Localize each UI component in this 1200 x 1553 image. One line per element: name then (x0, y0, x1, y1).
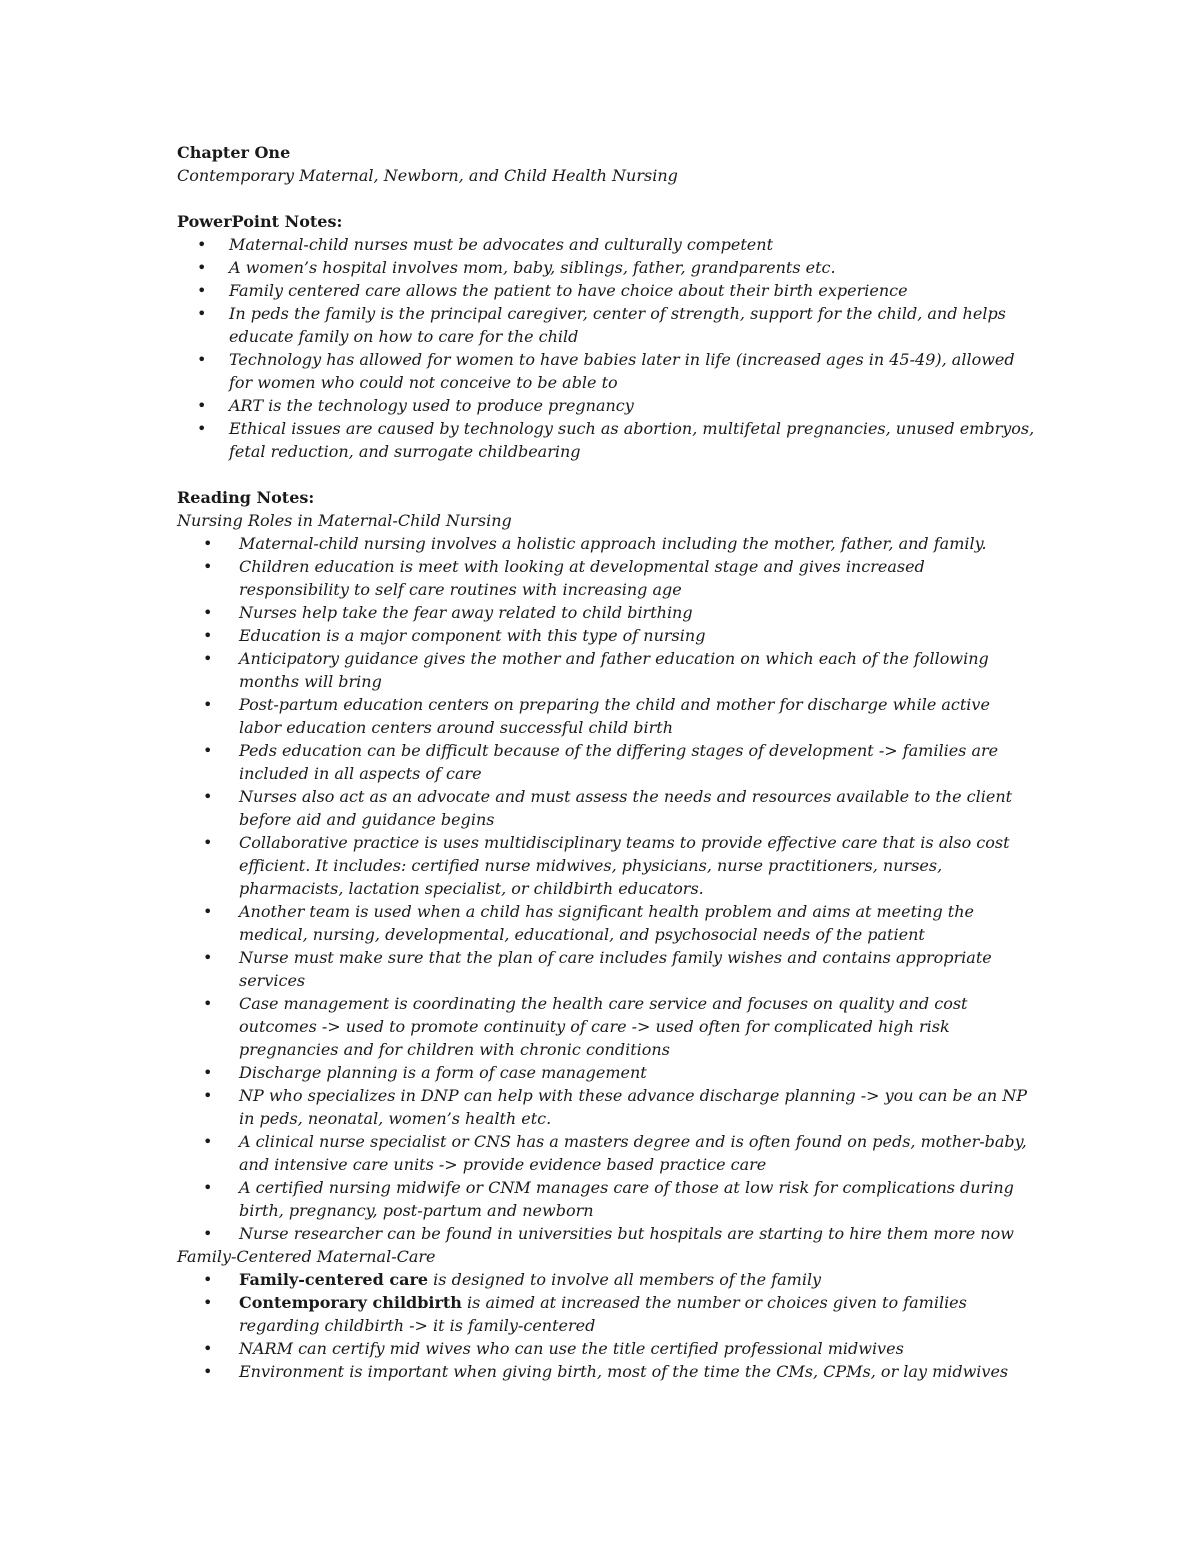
bullet-icon: • (203, 994, 213, 1013)
list-item-text: Collaborative practice is uses multidisciplinary teams to provide effective care that is also cost efficient. It includes: certified nurse midwives, physicians, nurse practitioners, nurses, pharmacists, lactation specialist, or childbirth educators. (239, 833, 1010, 898)
list-item-text: NP who specializes in DNP can help with these advance discharge planning -> you can be an NP in peds, neonatal, women’s health etc. (239, 1086, 1028, 1128)
list-item (177, 992, 1037, 1061)
list-item (177, 624, 1037, 647)
list-item-text: In peds the family is the principal caregiver, center of strength, support for the child, and helps educate family on how to care for the child (229, 304, 1006, 346)
list-item (177, 647, 1037, 693)
bullet-icon: • (197, 304, 207, 323)
nursing-roles-list (177, 532, 1037, 1245)
chapter-title: Chapter One (177, 143, 291, 162)
bullet-icon: • (203, 902, 213, 921)
list-item (177, 555, 1037, 601)
list-item (177, 1268, 1037, 1291)
bullet-icon: • (203, 787, 213, 806)
list-item (177, 900, 1037, 946)
list-item (177, 1222, 1037, 1245)
list-item-text: Technology has allowed for women to have babies later in life (increased ages in 45-49), allowed for women who could not conceive to be able to (229, 350, 1015, 392)
list-item-text: Education is a major component with this type of nursing (239, 626, 706, 645)
spacer (177, 187, 1037, 210)
bullet-icon: • (203, 741, 213, 760)
list-item-text: NARM can certify mid wives who can use the title certified professional midwives (239, 1339, 904, 1358)
list-item (177, 1130, 1037, 1176)
list-item (177, 785, 1037, 831)
spacer (177, 463, 1037, 486)
list-item (177, 1084, 1037, 1130)
list-item-text: Family centered care allows the patient to have choice about their birth experience (229, 281, 908, 300)
list-item-text: Nurses help take the fear away related to child birthing (239, 603, 693, 622)
bullet-icon: • (203, 695, 213, 714)
list-item (177, 417, 1037, 463)
bullet-icon: • (203, 1178, 213, 1197)
list-item-text: Environment is important when giving birth, most of the time the CMs, CPMs, or lay midwives (239, 1362, 1009, 1381)
bullet-icon: • (203, 649, 213, 668)
bullet-icon: • (203, 1270, 213, 1289)
list-item (177, 693, 1037, 739)
list-item-text: Maternal-child nurses must be advocates and culturally competent (229, 235, 773, 254)
list-item-text: Nurse researcher can be found in universities but hospitals are starting to hire them more now (239, 1224, 1014, 1243)
list-item (177, 279, 1037, 302)
bullet-icon: • (203, 1362, 213, 1381)
list-item (177, 532, 1037, 555)
list-item (177, 302, 1037, 348)
bullet-icon: • (197, 350, 207, 369)
powerpoint-heading: PowerPoint Notes: (177, 212, 343, 231)
list-item-text: A clinical nurse specialist or CNS has a masters degree and is often found on peds, mother-baby, and intensive care units -> provide evidence based practice care (239, 1132, 1027, 1174)
bullet-icon: • (203, 1086, 213, 1105)
bullet-icon: • (203, 557, 213, 576)
section-title-family-centered: Family-Centered Maternal-Care (177, 1247, 436, 1266)
list-item (177, 601, 1037, 624)
list-item-text: Peds education can be difficult because of the differing stages of development -> families are included in all aspects of care (239, 741, 999, 783)
bullet-icon: • (203, 603, 213, 622)
bullet-icon: • (203, 534, 213, 553)
list-item-term: Family-centered care (239, 1270, 429, 1289)
chapter-subtitle: Contemporary Maternal, Newborn, and Child Health Nursing (177, 166, 678, 185)
list-item (177, 946, 1037, 992)
list-item (177, 1360, 1037, 1383)
powerpoint-list (177, 233, 1037, 463)
list-item-term: Contemporary childbirth (239, 1293, 462, 1312)
list-item (177, 233, 1037, 256)
list-item-text: Maternal-child nursing involves a holistic approach including the mother, father, and family. (239, 534, 987, 553)
document-content (177, 141, 1037, 1383)
list-item-text: is aimed at increased the number or choices given to families regarding childbirth -> it is family-centered (239, 1293, 967, 1335)
bullet-icon: • (197, 235, 207, 254)
bullet-icon: • (197, 258, 207, 277)
list-item (177, 1061, 1037, 1084)
bullet-icon: • (203, 626, 213, 645)
list-item-text: Nurse must make sure that the plan of care includes family wishes and contains appropriate services (239, 948, 992, 990)
list-item (177, 1337, 1037, 1360)
list-item (177, 348, 1037, 394)
reading-heading: Reading Notes: (177, 488, 315, 507)
list-item-text: Ethical issues are caused by technology such as abortion, multifetal pregnancies, unused embryos, fetal reduction, and surrogate childbearing (229, 419, 1035, 461)
list-item (177, 1291, 1037, 1337)
list-item-text: Post-partum education centers on preparing the child and mother for discharge while active labor education centers around successful child birth (239, 695, 990, 737)
section-title-nursing-roles: Nursing Roles in Maternal-Child Nursing (177, 511, 512, 530)
bullet-icon: • (203, 948, 213, 967)
list-item (177, 394, 1037, 417)
list-item (177, 256, 1037, 279)
list-item (177, 1176, 1037, 1222)
bullet-icon: • (203, 1132, 213, 1151)
list-item-text: Another team is used when a child has significant health problem and aims at meeting the medical, nursing, developmental, educational, and psychosocial needs of the patient (239, 902, 974, 944)
bullet-icon: • (197, 396, 207, 415)
bullet-icon: • (203, 833, 213, 852)
family-centered-list (177, 1268, 1037, 1383)
bullet-icon: • (197, 281, 207, 300)
list-item-text: is designed to involve all members of the family (428, 1270, 822, 1289)
bullet-icon: • (203, 1063, 213, 1082)
bullet-icon: • (203, 1293, 213, 1312)
list-item-text: Case management is coordinating the health care service and focuses on quality and cost outcomes -> used to promote continuity of care -> used often for complicated high risk pregnancies and for children with chronic conditions (239, 994, 968, 1059)
list-item-text: Nurses also act as an advocate and must assess the needs and resources available to the client before aid and guidance begins (239, 787, 1013, 829)
list-item-text: A certified nursing midwife or CNM manages care of those at low risk for complications during birth, pregnancy, post-partum and newborn (239, 1178, 1014, 1220)
bullet-icon: • (203, 1339, 213, 1358)
list-item-text: Anticipatory guidance gives the mother and father education on which each of the following months will bring (239, 649, 989, 691)
list-item (177, 831, 1037, 900)
list-item-text: ART is the technology used to produce pregnancy (229, 396, 634, 415)
list-item-text: Discharge planning is a form of case management (239, 1063, 647, 1082)
list-item-text: Children education is meet with looking at developmental stage and gives increased responsibility to self care routines with increasing age (239, 557, 925, 599)
bullet-icon: • (203, 1224, 213, 1243)
bullet-icon: • (197, 419, 207, 438)
list-item-text: A women’s hospital involves mom, baby, siblings, father, grandparents etc. (229, 258, 836, 277)
list-item (177, 739, 1037, 785)
